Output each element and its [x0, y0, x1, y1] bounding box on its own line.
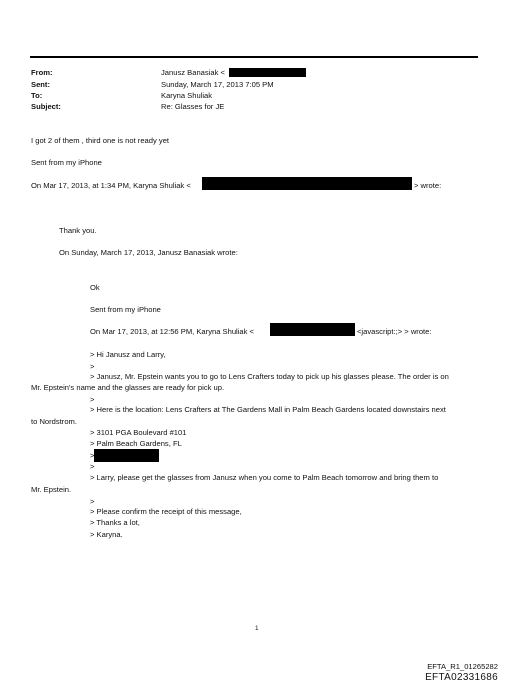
quoted-larry-line-a: > Larry, please get the glasses from Janusz when you come to Palm Beach tomorrow and bring them to — [90, 473, 439, 482]
quoted-location-line-a: > Here is the location: Lens Crafters at The Gardens Mall in Palm Beach Gardens located downstairs next — [90, 405, 446, 414]
quote1-intro: On Mar 17, 2013, at 1:34 PM, Karyna Shuliak < — [31, 181, 191, 190]
quoted-gt-4: > — [90, 462, 95, 471]
subject-label: Subject: — [31, 102, 61, 111]
quote2-intro: On Sunday, March 17, 2013, Janusz Banasiak wrote: — [59, 248, 238, 257]
quoted-address-2: > Palm Beach Gardens, FL — [90, 439, 182, 448]
bates-number-1: EFTA_R1_01265282 — [427, 662, 498, 671]
quoted-confirm-line: > Please confirm the receipt of this message, — [90, 507, 242, 516]
quoted-janusz-line-b: Mr. Epstein's name and the glasses are ready for pick up. — [31, 383, 225, 392]
quoted-karyna-line: > Karyna. — [90, 530, 123, 539]
quoted-thanks-line: > Thanks a lot, — [90, 518, 140, 527]
page-number: 1 — [255, 625, 259, 632]
header-rule — [30, 56, 478, 58]
from-label: From: — [31, 68, 53, 77]
quoted-hi-line: > Hi Janusz and Larry, — [90, 350, 166, 359]
sent-value: Sunday, March 17, 2013 7:05 PM — [161, 80, 274, 89]
quoted-gt-2: > — [90, 395, 95, 404]
to-label: To: — [31, 91, 43, 100]
from-value: Janusz Banasiak < — [161, 68, 225, 77]
quoted-gt-3: > — [90, 451, 95, 460]
body-line-1: I got 2 of them , third one is not ready yet — [31, 136, 170, 145]
to-value: Karyna Shuliak — [161, 91, 213, 100]
quoted-gt-5: > — [90, 497, 95, 506]
redaction-quote1-email — [202, 177, 412, 190]
quoted-janusz-line-a: > Janusz, Mr. Epstein wants you to go to Lens Crafters today to pick up his glasses please. The order is on — [90, 372, 449, 381]
quote3-wrote: <javascript:;> > wrote: — [357, 327, 432, 336]
redaction-from-email — [229, 68, 306, 77]
sent-iphone-2: Sent from my iPhone — [90, 305, 161, 314]
quoted-location-line-b: to Nordstrom. — [31, 417, 77, 426]
body-line-2: Sent from my iPhone — [31, 158, 102, 167]
subject-value: Re: Glasses for JE — [161, 102, 225, 111]
ok-line: Ok — [90, 283, 100, 292]
quoted-larry-line-b: Mr. Epstein. — [31, 485, 72, 494]
quoted-address-1: > 3101 PGA Boulevard #101 — [90, 428, 187, 437]
quoted-gt-1: > — [90, 362, 95, 371]
redaction-address-line — [94, 449, 159, 462]
quote3-intro: On Mar 17, 2013, at 12:56 PM, Karyna Shuliak < — [90, 327, 254, 336]
thank-you-line: Thank you. — [59, 226, 97, 235]
quote1-wrote: > wrote: — [414, 181, 442, 190]
bates-number-2: EFTA02331686 — [425, 672, 498, 683]
sent-label: Sent: — [31, 80, 50, 89]
redaction-quote3-email — [270, 323, 355, 336]
